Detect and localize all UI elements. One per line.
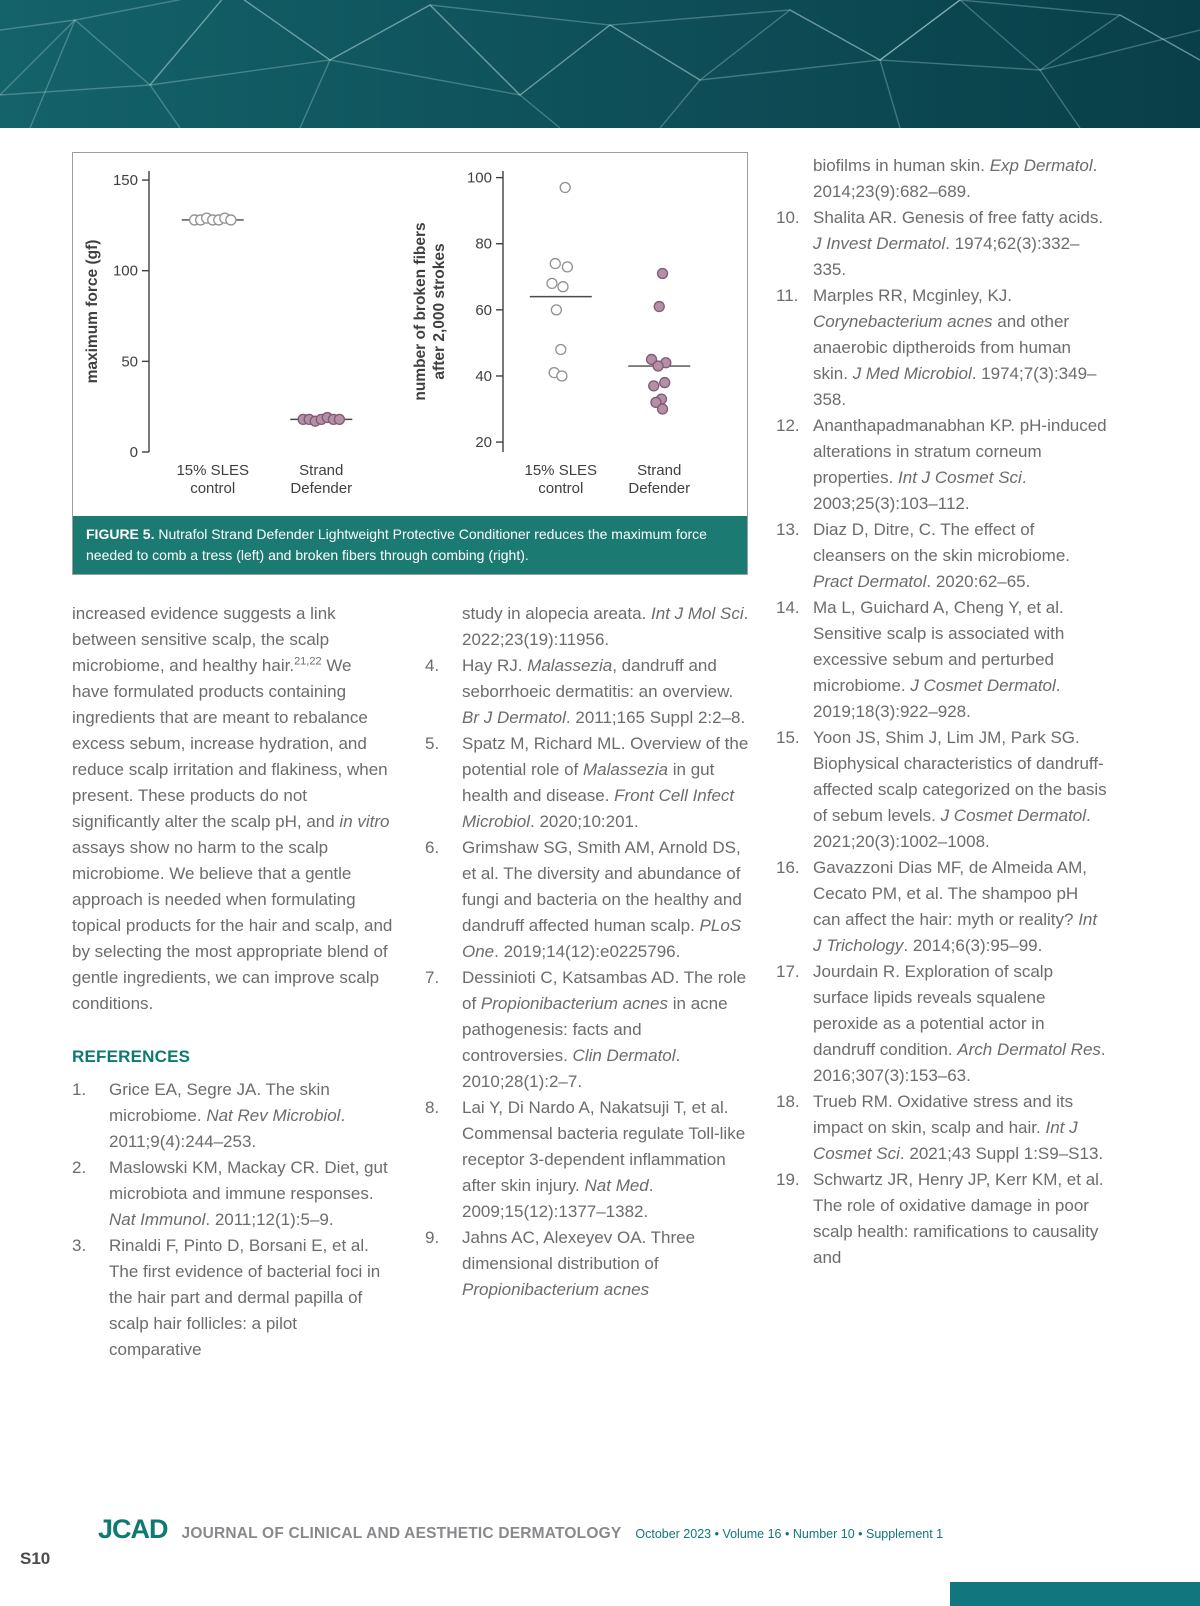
svg-text:80: 80 [475, 235, 492, 253]
reference-item: 15. Yoon JS, Shim J, Lim JM, Park SG. Biophysical characteristics of dandruff-affected scalp categorized on the basis of sebum levels. J Cosmet Dermatol. 2021;20(3):1002–1008. [776, 728, 1107, 851]
reference-item: 18. Trueb RM. Oxidative stress and its impact on skin, scalp and hair. Int J Cosmet Sci. 2021;43 Suppl 1:S9–S13. [776, 1092, 1104, 1163]
reference-item: 3. Rinaldi F, Pinto D, Borsani E, et al. The first evidence of bacterial foci in the hair part and dermal papilla of scalp hair follicles: a pilot comparative [72, 1236, 381, 1359]
reference-continuation: biofilms in human skin. Exp Dermatol. 2014;23(9):682–689. [813, 156, 1098, 201]
corner-accent-bar [950, 1582, 1200, 1606]
reference-item: 16. Gavazzoni Dias MF, de Almeida AM, Cecato PM, et al. The shampoo pH can affect the hair: myth or reality? Int J Trichology. 2014;6(3):95–99. [776, 858, 1098, 955]
reference-item: 17. Jourdain R. Exploration of scalp surface lipids reveals squalene peroxide as a potential actor in dandruff condition. Arch Dermatol Res. 2016;307(3):153–63. [776, 962, 1106, 1085]
svg-text:60: 60 [475, 301, 492, 319]
svg-text:150: 150 [112, 172, 138, 190]
header-mesh-graphic [0, 0, 1200, 128]
reference-item: 11. Marples RR, Mcginley, KJ. Corynebacterium acnes and other anaerobic diptheroids from human skin. J Med Microbiol. 1974;7(3):349–358. [776, 286, 1097, 409]
figure-caption-text: Nutrafol Strand Defender Lightweight Protective Conditioner reduces the maximum force needed to comb a tress (left) and broken fibers through combing (right). [86, 526, 707, 563]
reference-item: 2. Maslowski KM, Mackay CR. Diet, gut microbiota and immune responses. Nat Immunol. 2011;12(1):5–9. [72, 1158, 388, 1229]
reference-continuation: study in alopecia areata. Int J Mol Sci. 2022;23(19):11956. [462, 604, 749, 649]
reference-item: 10. Shalita AR. Genesis of free fatty acids. J Invest Dermatol. 1974;62(3):332–335. [776, 208, 1104, 279]
svg-text:50: 50 [121, 353, 138, 371]
svg-text:Defender: Defender [290, 480, 353, 497]
reference-item: 4. Hay RJ. Malassezia, dandruff and seborrhoeic dermatitis: an overview. Br J Dermatol. 2011;165 Suppl 2:2–8. [425, 656, 746, 727]
scatter-chart-max-force [79, 157, 409, 512]
references-list-right [776, 205, 1107, 1271]
reference-item: 5. Spatz M, Richard ML. Overview of the potential role of Malassezia in gut health and disease. Front Cell Infect Microbiol. 2020;10:201. [425, 734, 749, 831]
svg-text:number of broken fibers: number of broken fibers [412, 222, 429, 401]
reference-item: 8. Lai Y, Di Nardo A, Nakatsuji T, et al. Commensal bacteria regulate Toll-like receptor 3-dependent inflammation after skin injury. Nat Med. 2009;15(12):1377–1382. [425, 1098, 746, 1221]
reference-item: 7. Dessinioti C, Katsambas AD. The role of Propionibacterium acnes in acne pathogenesis: facts and controversies. Clin Dermatol. 2010;28(1):2–7. [425, 968, 747, 1091]
reference-item: 6. Grimshaw SG, Smith AM, Arnold DS, et al. The diversity and abundance of fungi and bacteria on the healthy and dandruff affected human scalp. PLoS One. 2019;14(12):e0225796. [425, 838, 742, 961]
svg-text:Strand: Strand [637, 462, 682, 479]
column-right [776, 153, 1107, 1271]
issue-info: October 2023 • Volume 16 • Number 10 • Supplement 1 [635, 1527, 944, 1541]
scatter-chart-broken-fibers [411, 157, 741, 512]
reference-item: 1. Grice EA, Segre JA. The skin microbiome. Nat Rev Microbiol. 2011;9(4):244–253. [72, 1080, 346, 1151]
svg-text:maximum force (gf): maximum force (gf) [84, 239, 101, 384]
svg-text:Strand: Strand [299, 462, 344, 479]
references-list-left [72, 1077, 393, 1363]
svg-text:100: 100 [112, 262, 138, 280]
reference-item: 12. Ananthapadmanabhan KP. pH-induced alterations in stratum corneum properties. Int J Cosmet Sci. 2003;25(3):103–112. [776, 416, 1107, 513]
reference-item: 19. Schwartz JR, Henry JP, Kerr KM, et al. The role of oxidative damage in poor scalp health: ramifications to causality and [776, 1170, 1104, 1267]
body-paragraph: increased evidence suggests a link between sensitive scalp, the scalp microbiome, and healthy hair.$^{21,22}$ We have formulated products containing ingredients that are meant to rebalance excess sebum, increase hydration, and reduce scalp irritation and flakiness, when present. These products do not significantly alter the scalp pH, and in vitro assays show no harm to the scalp microbiome. We believe that a gentle approach is needed when formulating topical products for the hair and scalp, and by selecting the most appropriate blend of gentle ingredients, we can improve scalp conditions. [72, 604, 393, 1013]
svg-text:0: 0 [129, 444, 138, 461]
svg-text:40: 40 [475, 367, 492, 385]
reference-item: 14. Ma L, Guichard A, Cheng Y, et al. Sensitive scalp is associated with excessive sebum and perturbed microbiome. J Cosmet Dermatol. 2019;18(3):922–928. [776, 598, 1065, 721]
svg-text:15% SLES: 15% SLES [524, 462, 598, 479]
svg-text:15% SLES: 15% SLES [176, 462, 249, 479]
page-number: S10 [20, 1549, 51, 1568]
figure-caption [73, 516, 747, 574]
footer [98, 1514, 943, 1545]
figure-charts [73, 153, 747, 516]
svg-text:after 2,000 strokes: after 2,000 strokes [431, 243, 448, 380]
figure-caption-label: FIGURE 5. [86, 526, 155, 542]
svg-text:control: control [538, 480, 584, 497]
jcad-logo: JCAD [98, 1514, 168, 1544]
svg-text:100: 100 [466, 169, 492, 187]
svg-text:20: 20 [475, 434, 492, 452]
figure-5 [72, 152, 748, 575]
reference-item: 13. Diaz D, Ditre, C. The effect of cleansers on the skin microbiome. Pract Dermatol. 2020:62–65. [776, 520, 1071, 591]
svg-text:Defender: Defender [628, 480, 691, 497]
journal-name: JOURNAL OF CLINICAL AND AESTHETIC DERMATOLOGY [181, 1525, 622, 1542]
references-list-middle [425, 653, 751, 1303]
column-left [72, 601, 393, 1363]
header-banner [0, 0, 1200, 128]
svg-text:control: control [190, 480, 236, 497]
reference-item: 9. Jahns AC, Alexeyev OA. Three dimensional distribution of Propionibacterium acnes [425, 1228, 696, 1299]
references-heading: REFERENCES [72, 1047, 191, 1066]
column-middle [425, 601, 751, 1303]
